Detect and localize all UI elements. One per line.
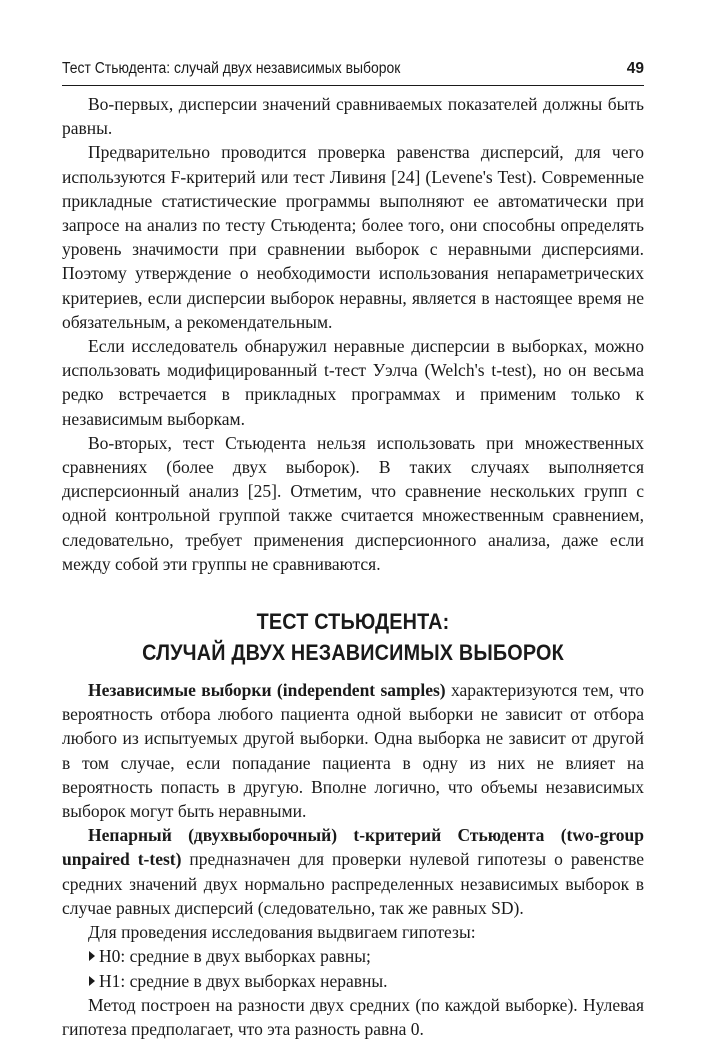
paragraph-welch-test: Если исследователь обнаружил неравные дисперсии в выборках, можно использовать модифицированный t-тест Уэлча (Welch's t-test), но он весьма редко встречается в прикладных программах и применим только к независимым выборкам. bbox=[62, 336, 644, 429]
running-header-title: Тест Стьюдента: случай двух независимых выборок bbox=[62, 60, 401, 77]
triangle-bullet-icon bbox=[89, 976, 95, 986]
paragraph-variance-check: Предварительно проводится проверка равенства дисперсий, для чего используются F-критерий или тест Ливиня [24] (Levene's Test). Современные прикладные статистические программы выполняют ее автоматически при запросе на анализ по тесту Стьюдента; более того, они способны определять уровень значимости при сравнении выборок с неравными дисперсиями. Поэтому утверждение о необходимости использования непараметрических критериев, если дисперсии выборок неравны, является в настоящее время не обязательным, а рекомендательным. bbox=[62, 142, 644, 332]
term-unpaired-t-test: Непарный (двухвыборочный) t-критерий Стьюдента (two-group unpaired t-test) bbox=[62, 825, 644, 870]
paragraph-method: Метод построен на разности двух средних (по каждой выборке). Нулевая гипотеза предполагает, что эта разность равна 0. bbox=[62, 994, 644, 1039]
paragraph-unpaired-t-test bbox=[62, 823, 644, 920]
triangle-bullet-icon bbox=[89, 951, 95, 961]
list-item-h1-text: H1: средние в двух выборках неравны. bbox=[99, 970, 388, 991]
paragraph-independent-samples-text: характеризуются тем, что вероятность отбора любого пациента одной выборки не зависит от отбора любого из испытуемых другой выборки. Одна выборка не зависит от другой в том случае, если попадание пациента в одну из них не влияет на вероятность попасть в другую. Вполне логично, что объемы независимых выборок могут быть неравными. bbox=[62, 680, 644, 822]
page-body bbox=[62, 92, 644, 1041]
list-item-h0-text: H0: средние в двух выборках равны; bbox=[99, 946, 371, 967]
section-heading bbox=[97, 606, 609, 668]
paragraph-independent-samples bbox=[62, 678, 644, 823]
section-heading-line-1: ТЕСТ СТЬЮДЕНТА: bbox=[256, 609, 450, 635]
page-number: 49 bbox=[626, 60, 644, 77]
term-independent-samples: Независимые выборки (independent samples) bbox=[88, 680, 446, 701]
list-item-h1 bbox=[62, 969, 644, 993]
header-divider bbox=[62, 85, 644, 86]
list-item-h0 bbox=[62, 944, 644, 968]
paragraph-unpaired-t-test-text: предназначен для проверки нулевой гипотезы о равенстве средних значений двух нормально распределенных независимых выборок в случае равных дисперсий (следовательно, так же равных SD). bbox=[62, 849, 644, 918]
running-header bbox=[62, 60, 644, 84]
section-heading-line-2: СЛУЧАЙ ДВУХ НЕЗАВИСИМЫХ ВЫБОРОК bbox=[142, 640, 564, 666]
paragraph-variance-equality: Во-первых, дисперсии значений сравниваемых показателей должны быть равны. bbox=[62, 94, 644, 139]
paragraph-multiple-comparisons: Во-вторых, тест Стьюдента нельзя использовать при множественных сравнениях (более двух выборок). В таких случаях выполняется дисперсионный анализ [25]. Отметим, что сравнение нескольких групп с одной контрольной группой также считается множественным сравнением, следовательно, требует применения дисперсионного анализа, даже если между собой эти группы не сравниваются. bbox=[62, 432, 644, 574]
paragraph-hypotheses-intro: Для проведения исследования выдвигаем гипотезы: bbox=[88, 922, 476, 943]
